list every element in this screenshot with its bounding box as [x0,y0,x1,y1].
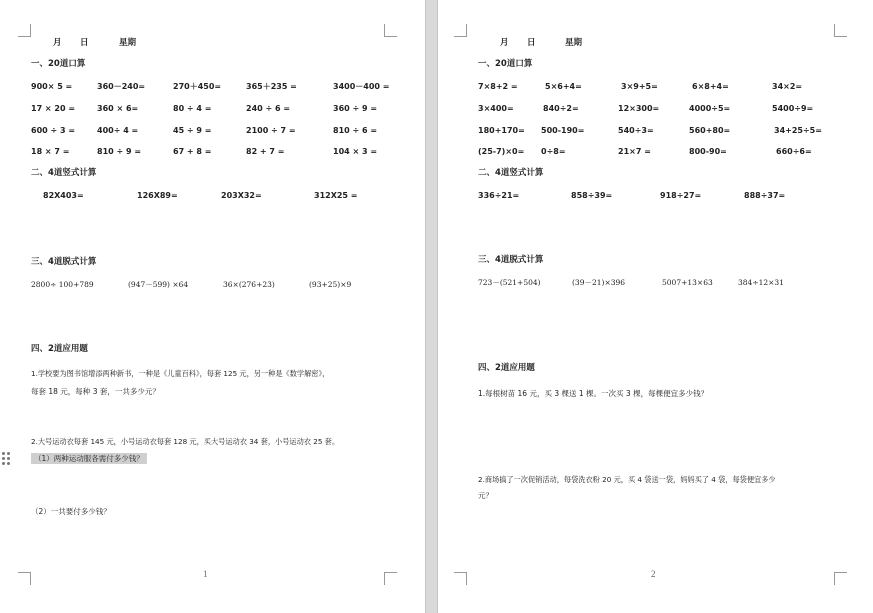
problem-2-question-2: （2）一共要付多少钱？ [31,507,111,516]
problem-2-line-1: 2.大号运动衣每套 145 元，小号运动衣每套 128 元，买大号运动衣 34 套，小号运动衣 25 套。 [31,437,340,446]
corner-mark [834,24,847,37]
exercise: 810 ÷ 9 = [97,147,142,156]
exercise: 17 × 20 = [31,104,76,113]
selected-text: （1）两种运动服各需付多少钱？ [31,453,147,464]
vertical-exercise: 126X89= [137,191,178,200]
document-page-1 [0,0,425,613]
corner-mark [18,572,31,585]
vertical-exercise: 918÷27= [660,191,702,200]
exercise: 600 ÷ 3 = [31,126,76,135]
exercise: 500-190= [541,126,585,135]
step-exercise: (947－599) ×64 [128,280,189,289]
section-word-problems: 四、2道应用题 [31,344,88,354]
exercise: 45 ÷ 9 = [173,126,212,135]
problem-1-line-1: 1.每根树苗 16 元，买 3 棵送 1 棵。一次买 3 棵，每棵便宜多少钱？ [478,389,709,398]
page-gutter [425,0,438,613]
exercise: 840÷2= [543,104,579,113]
section-vertical-calc: 二、4道竖式计算 [478,168,544,178]
section-step-calc: 三、4道脱式计算 [31,257,97,267]
date-weekday: 星期 [565,38,583,48]
exercise: 400÷ 4 = [97,126,139,135]
vertical-exercise: 858÷39= [571,191,613,200]
exercise: 810 ÷ 6 = [333,126,378,135]
corner-mark [834,572,847,585]
corner-mark [18,24,31,37]
exercise: 4000÷5= [689,104,731,113]
corner-mark [384,24,397,37]
exercise: 360 × 6= [97,104,139,113]
exercise: 900× 5 = [31,82,73,91]
exercise: 2100 ÷ 7 = [246,126,296,135]
exercise: 365＋235 = [246,82,297,91]
exercise: 12×300= [618,104,660,113]
exercise: 0÷8= [541,147,566,156]
vertical-exercise: 312X25 = [314,191,358,200]
exercise: 3×400= [478,104,514,113]
exercise: 82 + 7 = [246,147,285,156]
exercise: 6×8+4= [692,82,729,91]
date-month: 月 [53,38,62,48]
exercise: 180+170= [478,126,525,135]
exercise: 34+25÷5= [774,126,822,135]
exercise: 270＋450= [173,82,222,91]
exercise: 240 ÷ 6 = [246,104,291,113]
vertical-exercise: 203X32= [221,191,262,200]
date-day: 日 [80,38,89,48]
problem-1-line-1: 1.学校要为图书馆增添两种新书，一种是《儿童百科》，每套 125 元，另一种是《数学解密》， [31,369,330,378]
exercise: 18 × 7 = [31,147,70,156]
step-exercise: 384÷12×31 [738,278,784,287]
date-weekday: 星期 [119,38,137,48]
step-exercise: (39－21)×396 [572,278,626,287]
page-number: 1 [203,569,208,579]
section-word-problems: 四、2道应用题 [478,363,535,373]
section-mental-math: 一、20道口算 [31,59,86,69]
vertical-exercise: 336÷21= [478,191,520,200]
problem-2-question-1[interactable] [31,453,147,464]
exercise: 21×7 = [618,147,651,156]
exercise: 67 + 8 = [173,147,212,156]
exercise: 80 ÷ 4 = [173,104,212,113]
exercise: 540÷3= [618,126,654,135]
date-month: 月 [500,38,509,48]
page-number: 2 [651,569,656,579]
exercise: 560+80= [689,126,731,135]
exercise: 660÷6= [776,147,812,156]
exercise: 5×6+4= [545,82,582,91]
exercise: 104 × 3 = [333,147,378,156]
corner-mark [454,24,467,37]
exercise: 34×2= [772,82,803,91]
problem-1-line-2: 每套 18 元，每种 3 套，一共多少元？ [31,387,160,396]
problem-2-line-1: 2.商场搞了一次促销活动，每袋洗衣粉 20 元，买 4 袋送一袋，妈妈买了 4 袋，每袋便宜多少 [478,475,776,484]
document-page-2 [438,0,873,613]
exercise: 5400÷9= [772,104,814,113]
section-step-calc: 三、4道脱式计算 [478,255,544,265]
exercise: 360－240= [97,82,146,91]
exercise: 3×9+5= [621,82,658,91]
vertical-exercise: 82X403= [43,191,84,200]
step-exercise: 5007+13×63 [662,278,713,287]
vertical-exercise: 888÷37= [744,191,786,200]
exercise: 360 ÷ 9 = [333,104,378,113]
step-exercise: (93+25)×9 [309,280,352,289]
drag-handle-icon[interactable] [2,452,10,466]
step-exercise: 723－(521+504) [478,278,541,287]
step-exercise: 2800÷ 100+789 [31,280,94,289]
section-mental-math: 一、20道口算 [478,59,533,69]
date-day: 日 [527,38,536,48]
exercise: 800-90= [689,147,727,156]
corner-mark [384,572,397,585]
exercise: 3400－400 = [333,82,390,91]
step-exercise: 36×(276+23) [223,280,275,289]
problem-2-line-2: 元？ [478,491,493,500]
section-vertical-calc: 二、4道竖式计算 [31,168,97,178]
exercise: 7×8+2 = [478,82,518,91]
exercise: (25-7)×0= [478,147,525,156]
corner-mark [454,572,467,585]
